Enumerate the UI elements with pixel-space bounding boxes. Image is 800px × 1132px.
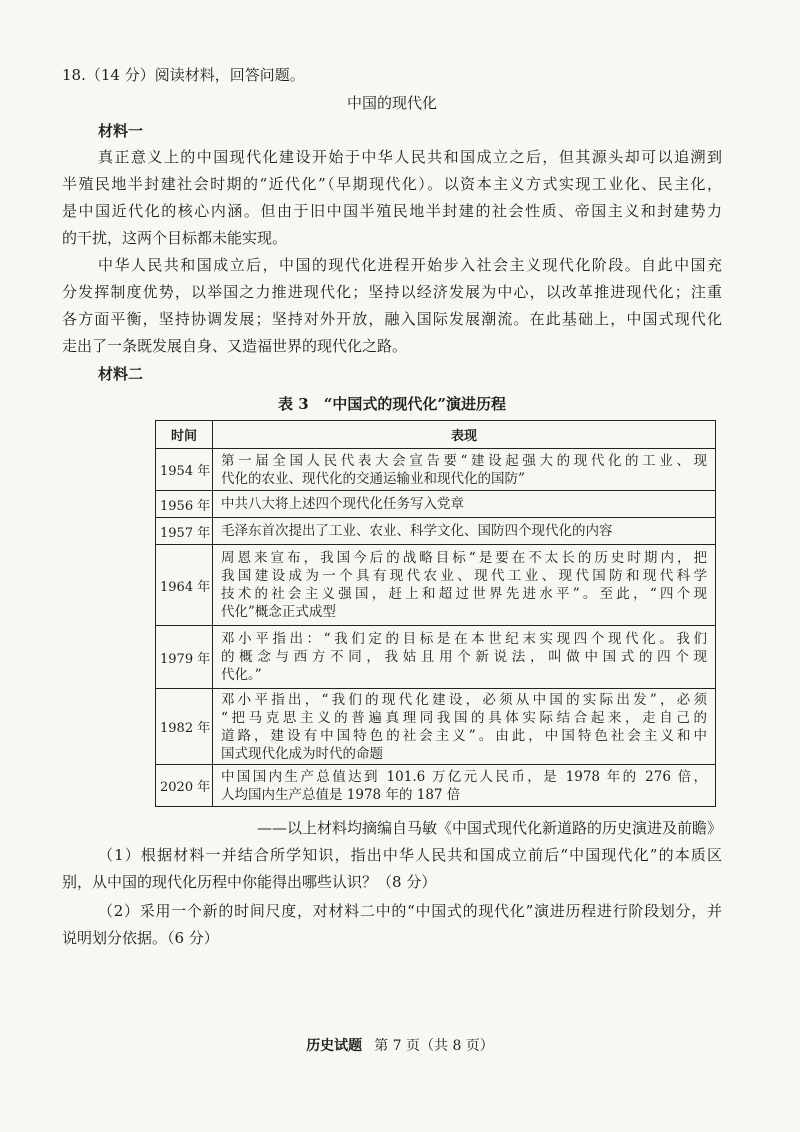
description-line: 邓小平指出，“我们的现代化建设，必须从中国的实际出发”，必须 [221, 691, 707, 708]
description-line: 道路，建设有中国特色的社会主义”。由此，中国特色社会主义和中 [221, 727, 707, 744]
footer-page-number: 第 7 页（共 8 页） [374, 1038, 494, 1054]
material-2-label: 材料二 [98, 365, 144, 383]
description-cell [213, 518, 716, 545]
table-caption: 表 3 “中国式的现代化”演进历程 [278, 395, 506, 413]
sub-question-line: （2）采用一个新的时间尺度，对材料二中的“中国式的现代化”演进历程进行阶段划分，并 [98, 902, 722, 920]
sub-question-line: 说明划分依据。（6 分） [62, 929, 219, 947]
description-line: 第一届全国人民代表大会宣告要“建设起强大的现代化的工业、现 [221, 452, 707, 469]
question-header: 18.（14 分）阅读材料，回答问题。 [62, 66, 305, 84]
description-cell [213, 491, 716, 518]
description-line: 中国国内生产总值达到 101.6 万亿元人民币，是 1978 年的 276 倍， [221, 768, 707, 785]
paragraph-line: 分发挥制度优势，以举国之力推进现代化；坚持以经济发展为中心，以改革推进现代化；注重 [62, 283, 722, 301]
year-cell: 1957 年 [156, 518, 213, 545]
description-line: 我国建设成为一个具有现代农业、现代工业、现代国防和现代科学 [221, 568, 707, 584]
description-cell [213, 449, 716, 491]
description-cell [213, 689, 716, 765]
description-line: 中共八大将上述四个现代化任务写入党章 [221, 496, 464, 512]
table-header-description: 表现 [213, 421, 716, 449]
source-citation: ——以上材料均摘编自马敏《中国式现代化新道路的历史演进及前瞻》 [256, 819, 722, 837]
material-1-paragraph-1 [62, 144, 722, 252]
paragraph-line: 的干扰，这两个目标都未能实现。 [62, 229, 288, 247]
sub-question-1 [62, 842, 722, 896]
paragraph-line: 中华人民共和国成立后，中国的现代化进程开始步入社会主义现代化阶段。自此中国充 [98, 256, 722, 274]
table-row-1956 [156, 491, 716, 518]
sub-question-2 [62, 898, 722, 952]
table-row-1982 [156, 689, 716, 765]
description-line: 代化的农业、现代化的交通运输业和现代化的国防” [221, 470, 525, 487]
table-row-1957 [156, 518, 716, 545]
table-header-row [156, 421, 716, 449]
description-line: 国式现代化成为时代的命题 [221, 745, 383, 762]
table-row-1954 [156, 449, 716, 491]
description-line: “把马克思主义的普遍真理同我国的具体实际结合起来，走自己的 [221, 709, 707, 726]
description-line: 邓小平指出：“我们定的目标是在本世纪末实现四个现代化。我们 [221, 631, 707, 647]
description-line: 代化。” [221, 667, 262, 683]
description-line: 人均国内生产总值是 1978 年的 187 倍 [221, 786, 461, 803]
description-line: 毛泽东首次提出了工业、农业、科学文化、国防四个现代化的内容 [221, 523, 613, 539]
table-row-2020 [156, 765, 716, 807]
section-title: 中国的现代化 [346, 94, 437, 112]
description-cell [213, 765, 716, 807]
evolution-table [155, 420, 716, 807]
paragraph-line: 走出了一条既发展自身、又造福世界的现代化之路。 [62, 337, 408, 355]
description-line: 代化”概念正式成型 [221, 604, 336, 620]
table-row-1979 [156, 626, 716, 689]
description-cell [213, 545, 716, 626]
year-cell: 1954 年 [156, 449, 213, 491]
sub-question-line: 别，从中国的现代化历程中你能得出哪些认识？（8 分） [62, 873, 437, 891]
sub-question-line: （1）根据材料一并结合所学知识，指出中华人民共和国成立前后“中国现代化”的本质区 [98, 846, 722, 864]
description-line: 技术的社会主义强国，赶上和超过世界先进水平”。至此，“四个现 [221, 586, 707, 602]
material-1-paragraph-2 [62, 252, 722, 360]
description-line: 周恩来宣布，我国今后的战略目标“是要在不太长的历史时期内，把 [221, 550, 707, 566]
year-cell: 1956 年 [156, 491, 213, 518]
page-footer [0, 1036, 800, 1056]
year-cell: 1982 年 [156, 689, 213, 765]
material-1-label: 材料一 [98, 122, 144, 140]
paragraph-line: 真正意义上的中国现代化建设开始于中华人民共和国成立之后，但其源头却可以追溯到 [98, 148, 722, 166]
description-cell [213, 626, 716, 689]
footer-subject: 历史试题 [306, 1038, 363, 1054]
table-row-1964 [156, 545, 716, 626]
paragraph-line: 半殖民地半封建社会时期的“近代化”（早期现代化）。以资本主义方式实现工业化、民主化， [62, 175, 722, 193]
paragraph-line: 各方面平衡，坚持协调发展；坚持对外开放，融入国际发展潮流。在此基础上，中国式现代化 [62, 310, 722, 328]
year-cell: 1979 年 [156, 626, 213, 689]
year-cell: 1964 年 [156, 545, 213, 626]
description-line: 的概念与西方不同，我姑且用个新说法，叫做中国式的四个现 [221, 649, 707, 665]
table-header-time: 时间 [156, 421, 213, 449]
year-cell: 2020 年 [156, 765, 213, 807]
paragraph-line: 是中国近代化的核心内涵。但由于旧中国半殖民地半封建的社会性质、帝国主义和封建势力 [62, 202, 722, 220]
